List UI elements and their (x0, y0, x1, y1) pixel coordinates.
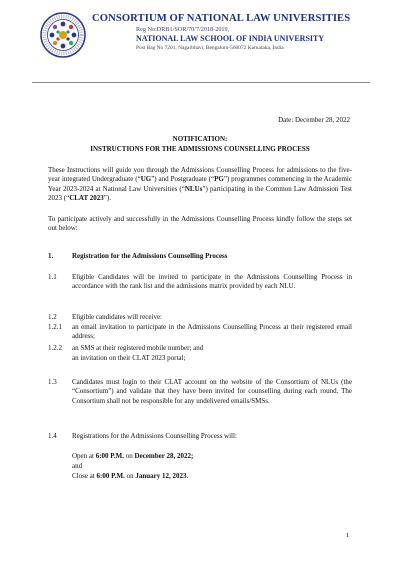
notification-heading: NOTIFICATION: (172, 135, 228, 143)
item-number: 1.2 (48, 313, 57, 321)
item-text: Candidates must login to their CLAT account on the website of the Consortium of NLUs (the “Consortium”) and validate that they have been invited for counselling during each round. The Consortium shall not be responsible for any undelivered emails/SMSs. (72, 378, 352, 405)
item-number: 1.4 (48, 432, 57, 440)
page-number: 1 (346, 532, 350, 539)
intro-paragraph: These Instructions will guide you through the Admissions Counselling Process for admissions to the five-year integrated Undergraduate (“UG”) and Postgraduate (“PG”) programmes commencing in the Academic Year 2023-2024 at National Law Universities (“NLUs”) participating in the Common Law Admission Test 2023 (“CLAT 2023”). (48, 166, 352, 203)
registration-close-line: Close at 6:00 P.M. on January 12, 2023. (72, 472, 189, 480)
header-divider (32, 82, 370, 83)
university-seal-logo (40, 12, 86, 58)
intro-steps-paragraph: To participate actively and successfully in the Admissions Counselling Process kindly follow the steps set out below: (48, 215, 352, 233)
item-number: 1.1 (48, 273, 57, 281)
item-number: 1.2.2 (48, 344, 62, 352)
organization-name: CONSORTIUM OF NATIONAL LAW UNIVERSITIES (92, 13, 351, 24)
letterhead (92, 12, 392, 52)
item-number: 1.3 (48, 378, 57, 386)
notice-date: Date: December 28, 2022 (278, 116, 350, 124)
item-text: Registrations for the Admissions Counselling Process will: (72, 432, 237, 440)
host-university: NATIONAL LAW SCHOOL OF INDIA UNIVERSITY (136, 34, 325, 43)
item-text: Eligible Candidates will be invited to participate in the Admissions Counselling Process in accordance with the rank list and the admissions matrix provided by each NLU. (72, 273, 352, 291)
item-text: an invitation on their CLAT 2023 portal; (72, 353, 186, 362)
conjunction: and (72, 462, 83, 470)
item-number: 1.2.1 (48, 323, 62, 331)
instructions-heading: INSTRUCTIONS FOR THE ADMISSIONS COUNSELLING PROCESS (90, 144, 310, 153)
item-text: Eligible candidates will receive: (72, 313, 162, 321)
item-text: an SMS at their registered mobile number; and (72, 344, 204, 352)
address: Post Bag No 7201, Nagarbhavi, Bengaluru-560072 Karnataka, India (136, 45, 284, 51)
registration-number: Reg No:DRB1/SOR/70/7/2018-2019, (136, 26, 230, 33)
item-text: an email invitation to participate in the Admissions Counselling Process at their registered email address; (72, 323, 352, 341)
section-number: 1. (48, 252, 54, 260)
section-title: Registration for the Admissions Counselling Process (72, 252, 228, 260)
registration-open-line: Open at 6:00 P.M. on December 28, 2022; (72, 452, 194, 460)
